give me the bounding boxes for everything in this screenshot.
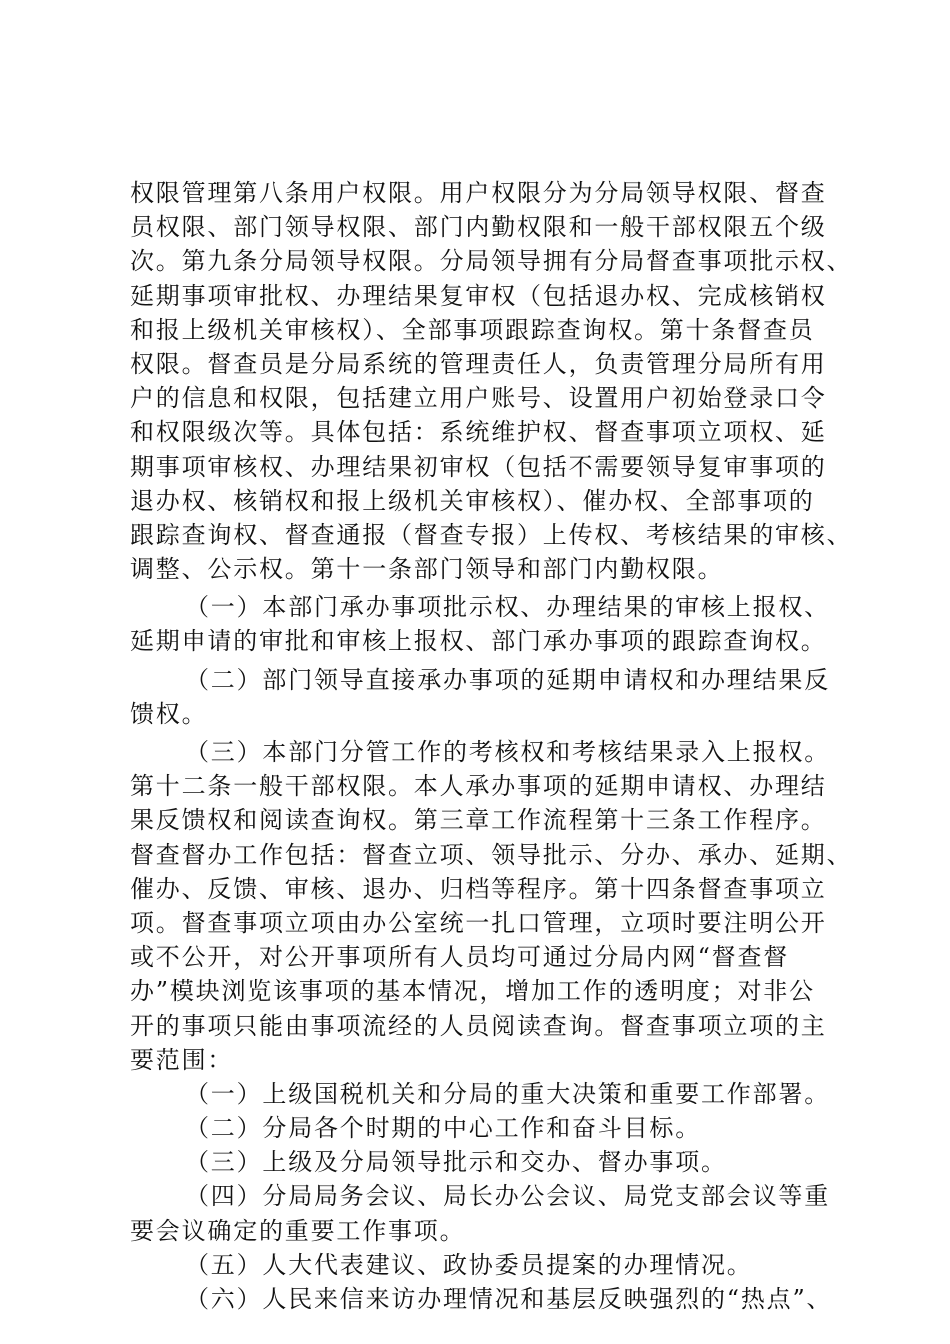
text-line: 要范围： (130, 1045, 234, 1074)
list-item-1-line: （一）本部门承办事项批示权、办理结果的审核上报权、 (185, 593, 830, 622)
text-line: 次。第九条分局领导权限。分局领导拥有分局督查事项批示权、 (130, 247, 853, 276)
text-line: 延期申请的审批和审核上报权、部门承办事项的跟踪查询权。 (130, 627, 827, 656)
text-line: 办”模块浏览该事项的基本情况，增加工作的透明度；对非公 (130, 977, 815, 1006)
text-line: 期事项审核权、办理结果初审权（包括不需要领导复审事项的 (130, 452, 827, 481)
text-line: 退办权、核销权和报上级机关审核权）、催办权、全部事项的 (130, 486, 815, 515)
text-line: 或不公开，对公开事项所有人员均可通过分局内网“督查督 (130, 943, 790, 972)
text-line: 项。督查事项立项由办公室统一扎口管理，立项时要注明公开 (130, 908, 827, 937)
text-line: 和权限级次等。具体包括：系统维护权、督查事项立项权、延 (130, 418, 827, 447)
list-item-2-line: （二）部门领导直接承办事项的延期申请权和办理结果反 (185, 665, 830, 694)
text-line: 果反馈权和阅读查询权。第三章工作流程第十三条工作程序。 (130, 806, 827, 835)
text-line: 跟踪查询权、督查通报（督查专报）上传权、考核结果的审核、 (130, 520, 853, 549)
document-body (130, 176, 853, 1316)
text-line: 催办、反馈、审核、退办、归档等程序。第十四条督查事项立 (130, 874, 827, 903)
text-line: 延期事项审批权、办理结果复审权（包括退办权、完成核销权 (130, 281, 827, 310)
text-line: 和报上级机关审核权）、全部事项跟踪查询权。第十条督查员 (130, 315, 815, 344)
text-line: 调整、公示权。第十一条部门领导和部门内勤权限。 (130, 555, 724, 584)
text-line: 馈权。 (130, 699, 208, 728)
text-line: 员权限、部门领导权限、部门内勤权限和一般干部权限五个级 (130, 213, 827, 242)
scope-item-3-line: （三）上级及分局领导批示和交办、督办事项。 (185, 1148, 727, 1177)
scope-item-2-line: （二）分局各个时期的中心工作和奋斗目标。 (185, 1114, 701, 1143)
scope-item-4-line: （四）分局局务会议、局长办公会议、局党支部会议等重 (185, 1182, 830, 1211)
text-line: 督查督办工作包括：督查立项、领导批示、分办、承办、延期、 (130, 840, 853, 869)
scope-item-5-line: （五）人大代表建议、政协委员提案的办理情况。 (185, 1250, 753, 1279)
text-line: 要会议确定的重要工作事项。 (130, 1216, 466, 1245)
text-line: 户的信息和权限，包括建立用户账号、设置用户初始登录口令 (130, 384, 827, 413)
text-line: 权限。督查员是分局系统的管理责任人，负责管理分局所有用 (130, 349, 827, 378)
text-line: 权限管理第八条用户权限。用户权限分为分局领导权限、督查 (130, 179, 827, 207)
text-line: 开的事项只能由事项流经的人员阅读查询。督查事项立项的主 (130, 1011, 827, 1040)
list-item-3-line: （三）本部门分管工作的考核权和考核结果录入上报权。 (185, 738, 830, 766)
text-line: 第十二条一般干部权限。本人承办事项的延期申请权、办理结 (130, 772, 827, 801)
scope-item-1-line: （一）上级国税机关和分局的重大决策和重要工作部署。 (185, 1079, 830, 1108)
scope-item-6-line: （六）人民来信来访办理情况和基层反映强烈的“热点”、 (185, 1285, 833, 1313)
